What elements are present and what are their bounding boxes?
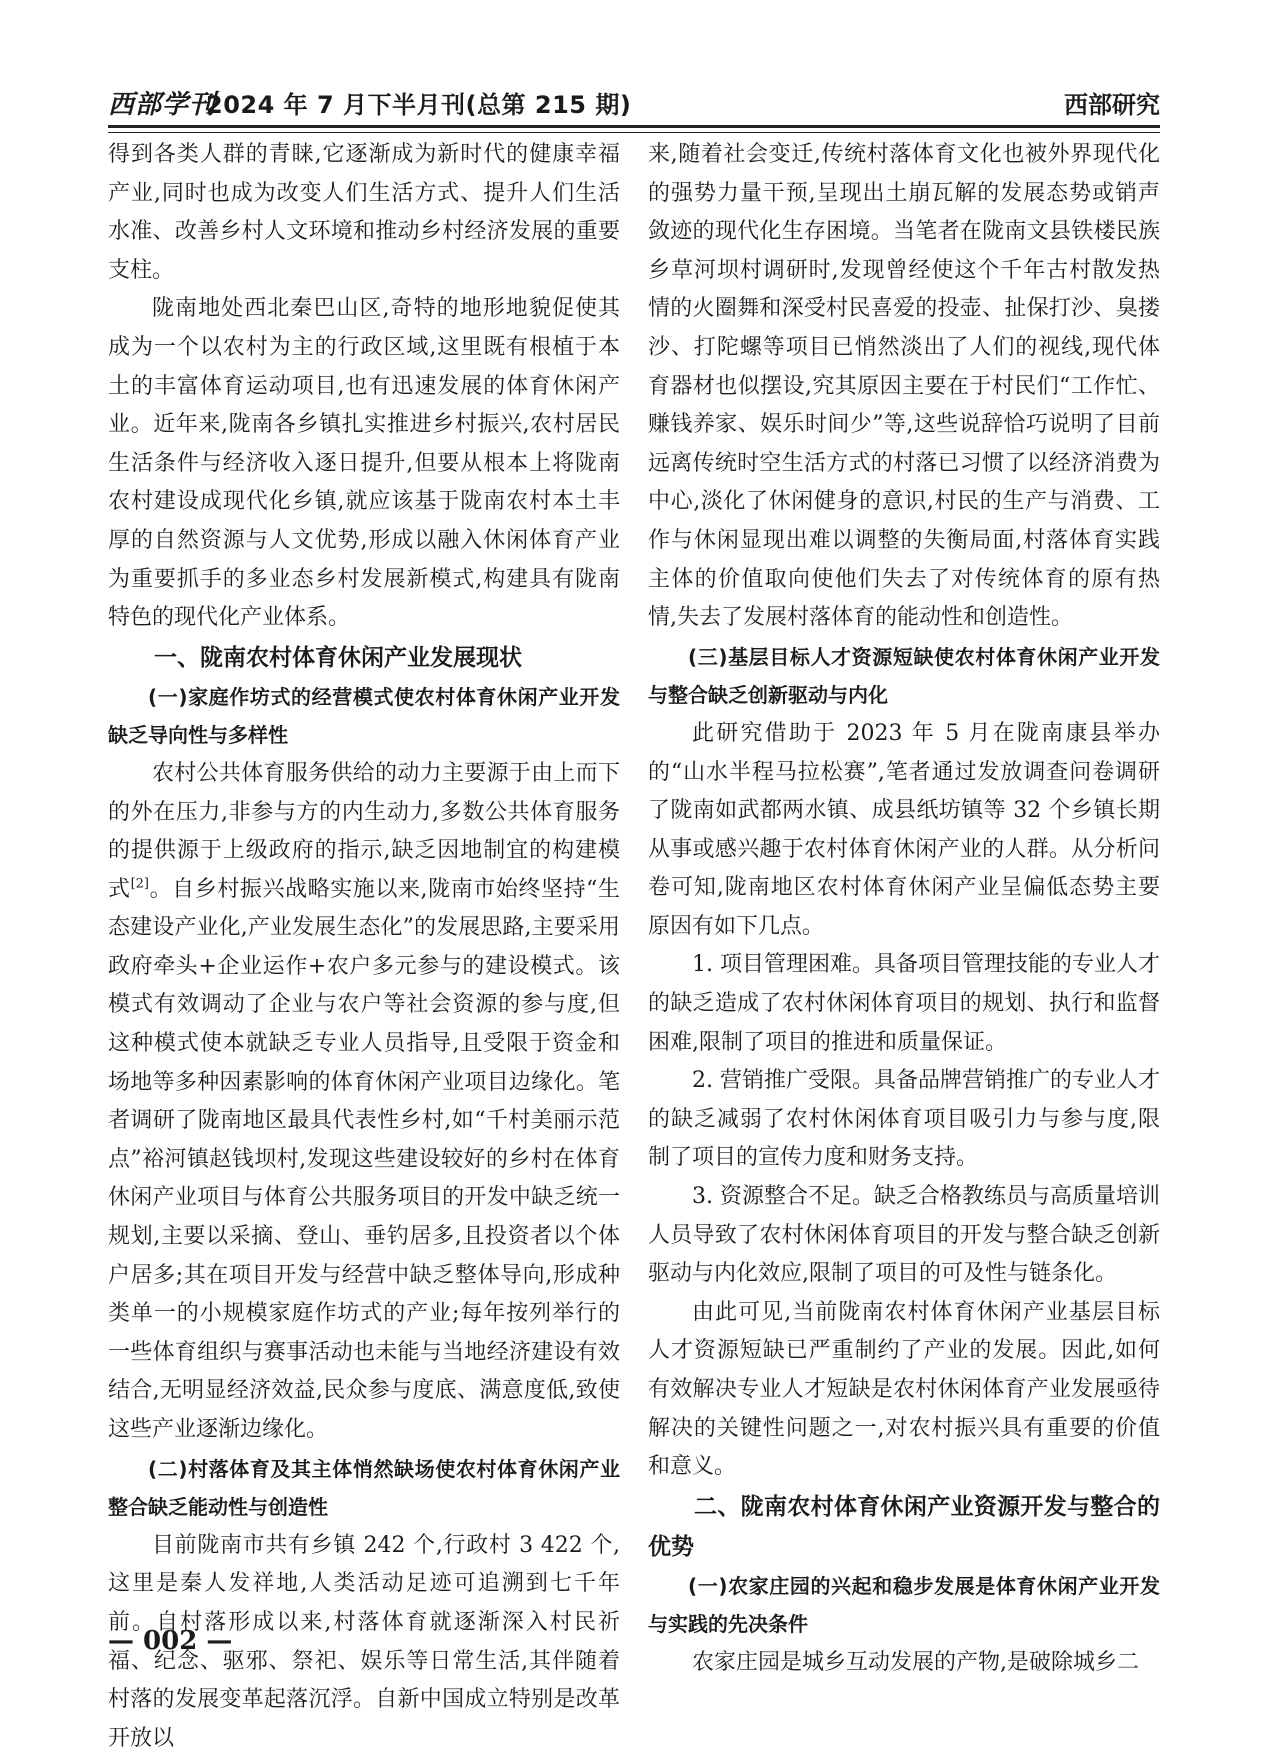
paragraph: 来,随着社会变迁,传统村落体育文化也被外界现代化的强势力量干预,呈现出土崩瓦解的发展态势或销声敛迹的现代化生存困境。当笔者在陇南文县铁楼民族乡草河坝村调研时,发现曾经使这个千年古村散发热情的火圈舞和深受村民喜爱的投壶、扯保打沙、臭搂沙、打陀螺等项目已悄然淡出了人们的视线,现代体育器材也似摆设,究其原因主要在于村民们“工作忙、赚钱养家、娱乐时间少”等,这些说辞恰巧说明了目前远离传统时空生活方式的村落已习惯了以经济消费为中心,淡化了休闲健身的意识,村民的生产与消费、工作与休闲显现出难以调整的失衡局面,村落体育实践主体的价值取向使他们失去了对传统体育的原有热情,失去了发展村落体育的能动性和创造性。 <box>648 142 1160 631</box>
header-rule <box>108 125 1160 128</box>
list-item: 3. 资源整合不足。缺乏合格教练员与高质量培训人员导致了农村休闲体育项目的开发与整合缺乏创新驱动与内化效应,限制了项目的可及性与链条化。 <box>648 1184 1160 1287</box>
section-heading: 二、陇南农村体育休闲产业资源开发与整合的优势 <box>648 1493 1160 1560</box>
issue-info: 2024 年 7 月下半月刊(总第 215 期) <box>206 91 632 119</box>
section-name: 西部研究 <box>1064 91 1160 119</box>
citation-ref: [2] <box>130 876 150 892</box>
paragraph: 由此可见,当前陇南农村体育休闲产业基层目标人才资源短缺已严重制约了产业的发展。因此,如何有效解决专业人才短缺是农村休闲体育产业发展亟待解决的关键性问题之一,对农村振兴具有重要的价值和意义。 <box>648 1299 1160 1480</box>
paragraph-text: 农村公共体育服务供给的动力主要源于由上而下的外在压力,非参与方的内生动力,多数公共体育服务的提供源于上级政府的指示,缺乏因地制宜的构建模式 <box>108 760 620 902</box>
right-column <box>648 136 1160 1683</box>
paragraph: 农家庄园是城乡互动发展的产物,是破除城乡二 <box>692 1649 1139 1675</box>
list-item: 1. 项目管理困难。具备项目管理技能的专业人才的缺乏造成了农村休闲体育项目的规划、执行和监督困难,限制了项目的推进和质量保证。 <box>648 952 1160 1055</box>
journal-logo: 西部学刊 <box>108 90 217 120</box>
paragraph <box>108 755 620 1450</box>
paragraph: 此研究借助于 2023 年 5 月在陇南康县举办的“山水半程马拉松赛”,笔者通过发放调查问卷调研了陇南如武都两水镇、成县纸坊镇等 32 个乡镇长期从事或感兴趣于农村体育休闲产业的人群。从分析问卷可知,陇南地区农村体育休闲产业呈偏低态势主要原因有如下几点。 <box>648 720 1160 939</box>
paragraph: 目前陇南市共有乡镇 242 个,行政村 3 422 个,这里是秦人发祥地,人类活动足迹可追溯到七千年前。自村落形成以来,村落体育就逐渐深入村民祈福、纪念、驱邪、祭祀、娱乐等日常生活,其伴随着村落的发展变革起落沉浮。自新中国成立特别是改革开放以 <box>108 1532 620 1751</box>
page-number: — 002 — <box>108 1626 233 1656</box>
paragraph-text: 。自乡村振兴战略实施以来,陇南市始终坚持“生态建设产业化,产业发展生态化”的发展思路,主要采用政府牵头+企业运作+农户多元参与的建设模式。该模式有效调动了企业与农户等社会资源的参与度,但这种模式使本就缺乏专业人员指导,且受限于资金和场地等多种因素影响的体育休闲产业项目边缘化。笔者调研了陇南地区最具代表性乡村,如“千村美丽示范点”裕河镇赵钱坝村,发现这些建设较好的乡村在体育休闲产业项目与体育公共服务项目的开发中缺乏统一规划,主要以采摘、登山、垂钓居多,且投资者以个体户居多;其在项目开发与经营中缺乏整体导向,形成种类单一的小规模家庭作坊式的产业;每年按列举行的一些体育组织与赛事活动也未能与当地经济建设有效结合,无明显经济效益,民众参与度底、满意度低,致使这些产业逐渐边缘化。 <box>108 876 620 1442</box>
paragraph: 陇南地处西北秦巴山区,奇特的地形地貌促使其成为一个以农村为主的行政区域,这里既有根植于本土的丰富体育运动项目,也有迅速发展的体育休闲产业。近年来,陇南各乡镇扎实推进乡村振兴,农村居民生活条件与经济收入逐日提升,但要从根本上将陇南农村建设成现代化乡镇,就应该基于陇南农村本土丰厚的自然资源与人文优势,形成以融入休闲体育产业为重要抓手的多业态乡村发展新模式,构建具有陇南特色的现代化产业体系。 <box>108 296 620 631</box>
list-item: 2. 营销推广受限。具备品牌营销推广的专业人才的缺乏减弱了农村休闲体育项目吸引力与参与度,限制了项目的宣传力度和财务支持。 <box>648 1068 1160 1171</box>
section-heading: 一、陇南农村体育休闲产业发展现状 <box>154 644 522 671</box>
paragraph: 得到各类人群的青睐,它逐渐成为新时代的健康幸福产业,同时也成为改变人们生活方式、提升人们生活水准、改善乡村人文环境和推动乡村经济发展的重要支柱。 <box>108 142 620 283</box>
header-rule-thin <box>108 132 1160 133</box>
left-column <box>108 136 620 1758</box>
subsection-heading: (一)家庭作坊式的经营模式使农村体育休闲产业开发缺乏导向性与多样性 <box>108 684 620 748</box>
running-header <box>108 80 1160 128</box>
subsection-heading: (一)农家庄园的兴起和稳步发展是体育休闲产业开发与实践的先决条件 <box>648 1573 1160 1637</box>
subsection-heading: (三)基层目标人才资源短缺使农村体育休闲产业开发与整合缺乏创新驱动与内化 <box>648 644 1160 708</box>
subsection-heading: (二)村落体育及其主体悄然缺场使农村体育休闲产业整合缺乏能动性与创造性 <box>108 1456 620 1520</box>
